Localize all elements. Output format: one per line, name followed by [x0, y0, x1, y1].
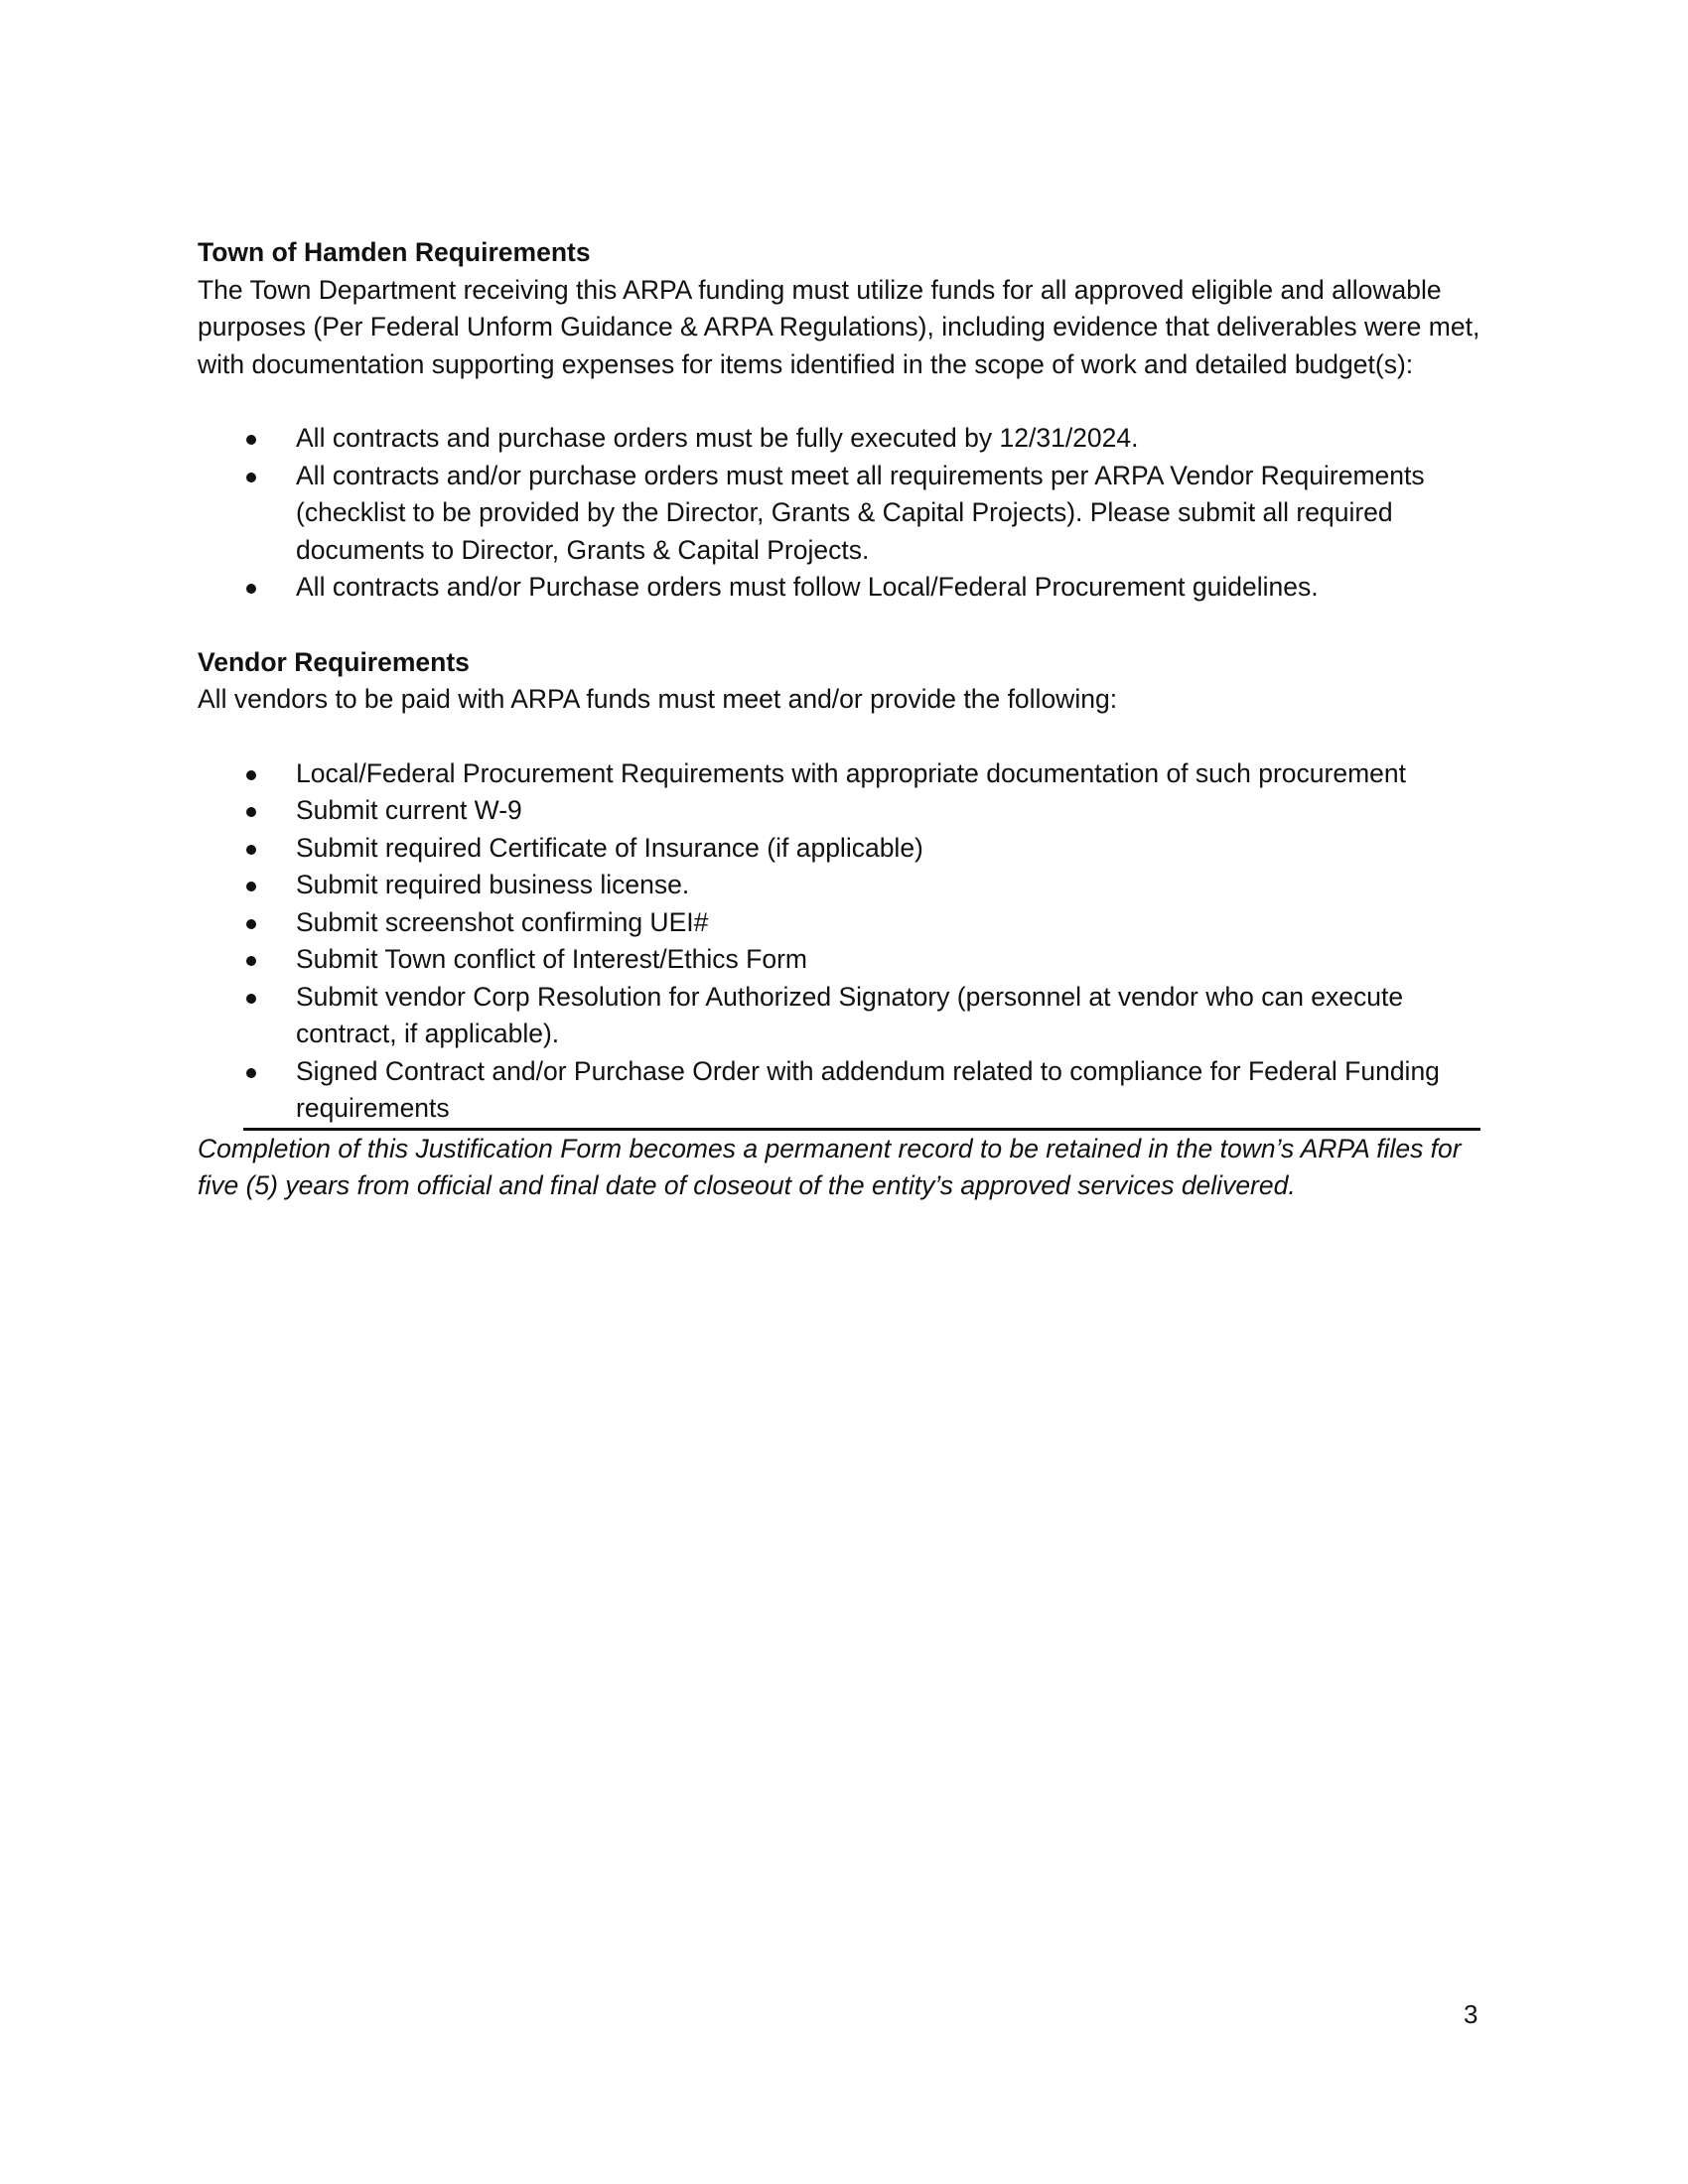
list-item: [198, 979, 1488, 1053]
vendor-requirements-section: [198, 644, 1488, 1205]
town-requirements-heading: Town of Hamden Requirements: [198, 237, 591, 267]
bullet-icon: [246, 770, 256, 780]
page-content: [198, 234, 1488, 1205]
list-item: [198, 867, 1488, 904]
vendor-requirements-heading: Vendor Requirements: [198, 646, 470, 677]
bullet-icon: [246, 584, 256, 594]
list-item-text: Submit vendor Corp Resolution for Authorized Signatory (personnel at vendor who can execute contract, if applicable).: [296, 981, 1404, 1048]
town-requirements-intro: The Town Department receiving this ARPA funding must utilize funds for all approved eligible and allowable purposes (Per Federal Unform Guidance & ARPA Regulations), including evidence that deliverables were met, with documentation supporting expenses for items identified in the scope of work and detailed budget(s):: [198, 274, 1480, 379]
town-requirements-section: [198, 234, 1488, 607]
list-item-text: Submit required business license.: [296, 870, 690, 899]
list-item-text: Submit screenshot confirming UEI#: [296, 906, 709, 937]
list-item: [198, 458, 1488, 570]
bullet-icon: [246, 994, 256, 1004]
list-item-text: Submit current W-9: [296, 795, 522, 825]
list-item-text: Signed Contract and/or Purchase Order with addendum related to compliance for Federal Funding requirements: [296, 1055, 1440, 1123]
list-item: [198, 569, 1488, 607]
vendor-requirements-list: [198, 755, 1488, 1128]
page-number: 3: [1464, 1999, 1478, 2029]
list-item: [198, 904, 1488, 942]
bullet-icon: [246, 845, 256, 855]
list-item-text: Submit required Certificate of Insurance (if applicable): [296, 832, 923, 863]
list-item-text: Local/Federal Procurement Requirements with appropriate documentation of such procurement: [296, 757, 1407, 788]
vendor-requirements-intro: All vendors to be paid with ARPA funds must meet and/or provide the following:: [198, 684, 1118, 714]
town-requirements-list: [198, 420, 1488, 607]
list-item: [198, 420, 1488, 458]
list-item: [198, 792, 1488, 830]
list-item-text: All contracts and purchase orders must be fully executed by 12/31/2024.: [296, 423, 1139, 453]
bullet-icon: [246, 956, 256, 966]
list-item: [198, 755, 1488, 793]
bullet-icon: [246, 919, 256, 929]
list-item: [198, 1053, 1488, 1128]
bullet-icon: [246, 435, 256, 445]
list-item-text: All contracts and/or Purchase orders must follow Local/Federal Procurement guidelines.: [296, 572, 1319, 602]
list-item: [198, 830, 1488, 868]
bullet-icon: [246, 473, 256, 482]
list-item-text: All contracts and/or purchase orders must meet all requirements per ARPA Vendor Requirements (checklist to be provided by the Director, Grants & Capital Projects). Please submit all required documents to Director, Grants & Capital Projects.: [296, 460, 1425, 565]
list-item: [198, 941, 1488, 979]
bullet-icon: [246, 882, 256, 891]
bullet-icon: [246, 1068, 256, 1078]
retention-footnote: Completion of this Justification Form becomes a permanent record to be retained in the town’s ARPA files for five (5) years from official and final date of closeout of the entity’s approved services delivered.: [198, 1133, 1462, 1200]
list-item-text: Submit Town conflict of Interest/Ethics Form: [296, 944, 807, 974]
bullet-icon: [246, 807, 256, 817]
